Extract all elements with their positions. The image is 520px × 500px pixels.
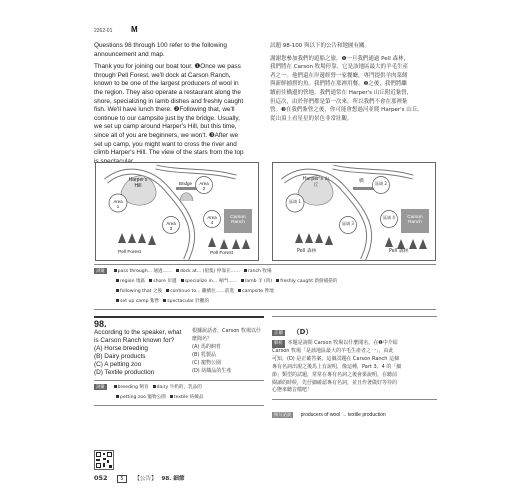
passage-zh-line: 者之一。他們還在岸邊經營一家餐廳，專門提供羊肉菜餚 bbox=[270, 72, 408, 79]
question-chinese bbox=[192, 327, 272, 375]
footer bbox=[94, 474, 436, 484]
passage-line: the region. They also operate a restaurant along the bbox=[94, 88, 241, 96]
map-zh-label-area4: 區域 4 bbox=[383, 215, 395, 220]
passage-zh-line: 續前往橋邊的營地。我們通常在 Harper's 山丘附近紮營， bbox=[270, 89, 413, 96]
passage-zh-intro: 試題 98-100 與以下的公告和地圖有關。 bbox=[270, 43, 370, 49]
map-zh-label-bridge: 橋 bbox=[359, 179, 364, 184]
passage-line: fish. We'll have lunch there. ❷Following that, we'll bbox=[94, 106, 235, 114]
map-zh-label-pell-forest-left: Pell 森林 bbox=[297, 249, 317, 254]
map-label-area3: Area 3 bbox=[166, 221, 176, 231]
map-label-carson-ranch: Carson Ranch bbox=[230, 215, 246, 225]
passage-zh-line: 我們將在 Carson 牧場停靠，它是該地區最大的羊毛生產 bbox=[270, 64, 409, 71]
passage-line: set up camp, you might want to cross the river and bbox=[94, 140, 237, 148]
map-label-harpers-hill: Harper's Hill bbox=[128, 177, 148, 189]
answer-row bbox=[272, 321, 437, 339]
option-zh-b: (B) 乳製品 bbox=[192, 352, 216, 358]
answer-value: （D） bbox=[292, 328, 313, 336]
vocabulary-box bbox=[94, 264, 436, 310]
vocab-row: region 地區 shore 岸邊 specialize in... 專門…… lamb 羊 (肉) freshly caught 新鮮捕撈的 bbox=[112, 278, 338, 284]
map-english bbox=[95, 162, 259, 261]
paraphrase-text: producers of wool → textile production bbox=[300, 412, 386, 419]
map-zh-label-pell-forest-right: Pell 森林 bbox=[389, 249, 409, 254]
option-a: (A) Horse breeding bbox=[94, 344, 148, 352]
passage-line: since all of you are beginners, we won't. ❸After we bbox=[94, 131, 239, 139]
option-b: (B) Dairy products bbox=[94, 352, 146, 360]
map-zh-label-area1: 區域 1 bbox=[289, 199, 301, 204]
passage-line: Thank you for joining our boat tour. ❶Once we pass bbox=[94, 63, 241, 71]
stem-line: According to the speaker, what bbox=[94, 328, 182, 336]
vocabulary-box-question bbox=[94, 380, 264, 406]
stem-zh-line: 根據說話者，Carson 牧場以什 bbox=[192, 328, 262, 334]
stem-zh-line: 麼聞名？ bbox=[192, 336, 213, 342]
map-english-drawing bbox=[96, 163, 258, 260]
vocab-row: set up camp 紮營 spectacular 壯觀的 bbox=[112, 298, 209, 304]
vocab-row: petting zoo 寵物公園 textile 紡織品 bbox=[112, 394, 203, 400]
map-label-bridge: Bridge bbox=[179, 181, 193, 186]
map-label-area4: Area 4 bbox=[207, 215, 217, 225]
question-title: 98. 細節 bbox=[161, 476, 185, 482]
map-chinese bbox=[272, 162, 436, 261]
paraphrase-tag: 換句話說 bbox=[274, 412, 292, 418]
vocab-tag: 詞彙 bbox=[96, 269, 105, 274]
map-label-pell-forest-right: Pell Forest bbox=[210, 251, 233, 256]
answer-tag: 正解 bbox=[274, 330, 284, 335]
question-number: 98. bbox=[94, 319, 107, 329]
header-logo: M bbox=[131, 25, 138, 34]
map-label-area1: Area 1 bbox=[113, 199, 123, 209]
answer-explanation: 解析 本題是詢問 Carson 牧場以什麼聞名。在❶中介紹 Carson 牧場「是該地區最大的羊毛生產者之一」，由此 可知，(D) 是正確答案。這個試題在 Carson Ranch 這個 專有名詞出現之後馬上有說明，像這種，Part 3、4 的「細 節」類型的試題，常常在專有名詞之後會果說明，在聽前 閱讀的時候，先仔細確認專有名詞，並且作著做好等待的 心態來聽音檔吧！ bbox=[272, 340, 402, 394]
passage-zh-line: 謝謝您參加我們的遊船之旅。❶一旦我們通過 Pell 森林， bbox=[270, 55, 409, 62]
paraphrase-row bbox=[272, 399, 437, 421]
map-zh-label-area2: 區域 2 bbox=[375, 181, 387, 186]
answer-block bbox=[272, 316, 437, 421]
qr-code-icon[interactable] bbox=[94, 450, 114, 470]
section-label: 【公告】 bbox=[134, 476, 157, 482]
page-number: 052 bbox=[94, 474, 108, 482]
map-zh-label-carson-ranch: Carson Ranch bbox=[407, 215, 423, 225]
option-d: (D) Textile production bbox=[94, 368, 155, 376]
passage-line: we set up camp around Harper's Hill, but this time, bbox=[94, 123, 237, 131]
passage-line: continue to our campsite just by the bridge. Usually, bbox=[94, 114, 240, 122]
map-zh-label-harpers-hill: Harper's 山丘 bbox=[302, 177, 330, 188]
passage-zh-line: 但這次，由於你們都是第一次來，所以我們不會在那裡紮 bbox=[270, 98, 408, 105]
passage-chinese bbox=[270, 42, 430, 123]
map-label-area2: Area 2 bbox=[199, 181, 209, 191]
map-zh-label-area3: 區域 3 bbox=[342, 221, 354, 226]
passage-intro: Questions 98 through 100 refer to the following announcement and map. bbox=[94, 42, 227, 58]
map-label-pell-forest-left: Pell Forest bbox=[118, 250, 141, 255]
map-chinese-drawing bbox=[273, 163, 435, 260]
vocab-row: 詞彙 breeding 飼育 dairy 牛奶的，乳品的 bbox=[96, 385, 202, 390]
exam-code: 2262-01 bbox=[94, 28, 113, 34]
passage-zh-line: 從山頂上看星星的景色非常壯觀。 bbox=[270, 115, 353, 122]
option-zh-c: (C) 寵物公園 bbox=[192, 360, 221, 366]
option-zh-d: (D) 紡織品的生產 bbox=[192, 368, 232, 374]
explain-tag: 解析 bbox=[274, 341, 283, 346]
passage-english bbox=[94, 42, 254, 166]
vocab-row: following that 之後 continue to... 繼續往……前進 campsite 營地 bbox=[112, 288, 274, 294]
stem-line: is Carson Ranch known for? bbox=[94, 336, 175, 344]
passage-line: climb Harper's Hill. The view of the stars from the top bbox=[94, 149, 244, 157]
passage-zh-line: 營。❸在我們紮營之後，你可能會想過河並爬 Harper's 山丘。 bbox=[270, 107, 423, 114]
option-c: (C) A petting zoo bbox=[94, 360, 142, 368]
vocab-tag: 詞彙 bbox=[96, 385, 105, 390]
passage-line: known to be one of the largest producers of wool in bbox=[94, 80, 239, 88]
passage-line: shore, specializing in lamb dishes and freshly caught bbox=[94, 97, 244, 105]
passage-zh-line: 與新鮮捕撈的魚。我們將在那裡用餐。❷之後，我們將繼 bbox=[270, 81, 407, 88]
passage-line: through Pell Forest, we'll dock at Carson Ranch, bbox=[94, 71, 231, 79]
vocab-row: 詞彙 pass through... 通過…… dock at... (船隻) 停靠在…… ranch 牧場 bbox=[96, 269, 272, 274]
option-zh-a: (A) 馬的飼育 bbox=[192, 344, 221, 350]
part-number: 5 bbox=[117, 475, 126, 483]
